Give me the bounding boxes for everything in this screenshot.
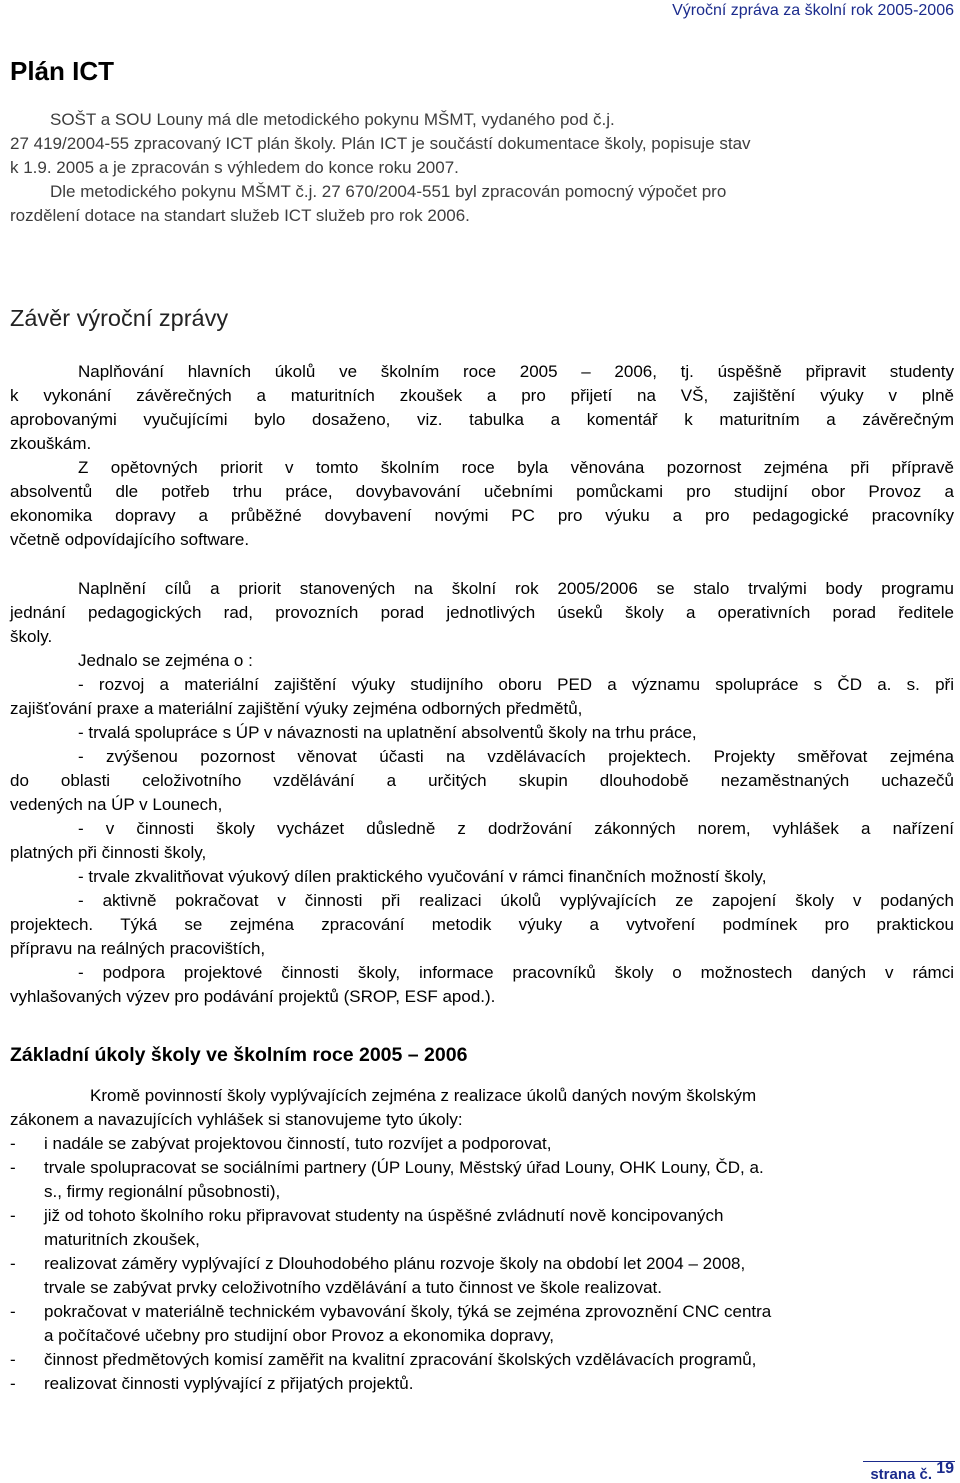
zaver-line: - trvale zkvalitňovat výukový dílen praktického vyučování v rámci finančních možností školy,: [78, 867, 767, 886]
task-item-continued: maturitních zkoušek,: [44, 1230, 200, 1249]
plan-ict-line: SOŠT a SOU Louny má dle metodického pokynu MŠMT, vydaného pod č.j.: [50, 110, 615, 129]
task-item: realizovat záměry vyplývající z Dlouhodobého plánu rozvoje školy na období let 2004 – 2008,: [44, 1254, 746, 1273]
zaver-line: absolventů dle potřeb trhu práce, dovybavování učebními pomůckami pro studijní obor Provoz a: [10, 482, 954, 501]
document-header: Výroční zpráva za školní rok 2005-2006: [672, 2, 954, 19]
bullet-dash: -: [10, 1374, 16, 1393]
zaver-line: - aktivně pokračovat v činnosti při realizaci úkolů vyplývajících ze zapojení školy v podaných: [78, 891, 954, 910]
zaver-line: zajišťování praxe a materiální zajištění výuky zejména odborných předmětů,: [10, 699, 583, 718]
zaver-line: - rozvoj a materiální zajištění výuky studijního oboru PED a významu spolupráce s ČD a. s. při: [78, 675, 954, 694]
zakladni-intro-line: Kromě povinností školy vyplývajících zejména z realizace úkolů daných novým školským: [90, 1086, 757, 1105]
zaver-line: včetně odpovídajícího software.: [10, 530, 250, 549]
zaver-line: školy.: [10, 627, 53, 646]
bullet-dash: -: [10, 1134, 16, 1153]
bullet-dash: -: [10, 1206, 16, 1225]
task-item-continued: a počítačové učebny pro studijní obor Provoz a ekonomika dopravy,: [44, 1326, 554, 1345]
zaver-line: Naplnění cílů a priorit stanovených na školní rok 2005/2006 se stalo trvalými body programu: [78, 579, 954, 598]
zaver-line: vedených na ÚP v Lounech,: [10, 795, 223, 814]
zaver-line: Jednalo se zejména o :: [78, 651, 253, 670]
zaver-line: do oblasti celoživotního vzdělávání a určitých skupin dlouhodobě nezaměstnaných uchazečů: [10, 771, 954, 790]
zaver-line: aprobovanými vyučujícími bylo dosaženo, viz. tabulka a komentář k maturitním a závěrečným: [10, 410, 954, 429]
section-title-zaver: Závěr výroční zprávy: [10, 305, 229, 331]
section-title-plan-ict: Plán ICT: [10, 56, 115, 86]
zaver-line: ekonomika dopravy a průběžné dovybavení novými PC pro výuku a pro pedagogické pracovníky: [10, 506, 954, 525]
zakladni-intro-line: zákonem a navazujících vyhlášek si stanovujeme tyto úkoly:: [10, 1110, 463, 1129]
zaver-line: - zvýšenou pozornost věnovat účasti na vzdělávacích projektech. Projekty směřovat zejména: [78, 747, 954, 766]
task-item-continued: trvale se zabývat prvky celoživotního vzdělávání a tuto činnost ve škole realizovat.: [44, 1278, 662, 1297]
task-item: trvale spolupracovat se sociálními partnery (ÚP Louny, Městský úřad Louny, OHK Louny, ČD, a.: [44, 1158, 764, 1177]
page-number: [870, 1460, 954, 1483]
zaver-line: projektech. Týká se zejména zpracování metodik výuky a vytvoření podmínek pro praktickou: [10, 915, 954, 934]
section-title-zakladni-ukoly: Základní úkoly školy ve školním roce 2005 – 2006: [10, 1044, 468, 1066]
zaver-line: Z opětovných priorit v tomto školním roce byla věnována pozornost zejména při přípravě: [78, 458, 954, 477]
plan-ict-line: Dle metodického pokynu MŠMT č.j. 27 670/2004-551 byl zpracován pomocný výpočet pro: [50, 182, 727, 201]
page-value: 19: [936, 1460, 954, 1477]
task-item: pokračovat v materiálně technickém vybavování školy, týká se zejména zprovoznění CNC centra: [44, 1302, 772, 1321]
plan-ict-line: k 1.9. 2005 a je zpracován s výhledem do konce roku 2007.: [10, 158, 459, 177]
zaver-line: platných při činnosti školy,: [10, 843, 207, 862]
zaver-line: k vykonání závěrečných a maturitních zkoušek a pro přijetí na VŠ, zajištění výuky v plně: [10, 386, 954, 405]
bullet-dash: -: [10, 1302, 16, 1321]
task-item-continued: s., firmy regionální působnosti),: [44, 1182, 281, 1201]
zaver-line: Naplňování hlavních úkolů ve školním roce 2005 – 2006, tj. úspěšně připravit studenty: [78, 362, 954, 381]
zaver-line: - podpora projektové činnosti školy, informace pracovníků školy o možnostech daných v rámci: [78, 963, 954, 982]
page-label: strana č.: [870, 1466, 933, 1483]
zaver-line: - trvalá spolupráce s ÚP v návaznosti na uplatnění absolventů školy na trhu práce,: [78, 723, 697, 742]
bullet-dash: -: [10, 1350, 16, 1369]
bullet-dash: -: [10, 1254, 16, 1273]
task-item: již od tohoto školního roku připravovat studenty na úspěšné zvládnutí nově koncipovaných: [44, 1206, 724, 1225]
zaver-line: zkouškám.: [10, 434, 92, 453]
bullet-dash: -: [10, 1158, 16, 1177]
plan-ict-line: rozdělení dotace na standart služeb ICT služeb pro rok 2006.: [10, 206, 470, 225]
zaver-line: vyhlašovaných výzev pro podávání projektů (SROP, ESF apod.).: [10, 987, 496, 1006]
plan-ict-line: 27 419/2004-55 zpracovaný ICT plán školy. Plán ICT je součástí dokumentace školy, popisuje stav: [10, 134, 751, 153]
zaver-line: jednání pedagogických rad, provozních porad jednotlivých úseků školy a operativních porad ředitele: [10, 603, 954, 622]
zaver-line: - v činnosti školy vycházet důsledně z dodržování zákonných norem, vyhlášek a nařízení: [78, 819, 954, 838]
task-item: i nadále se zabývat projektovou činností, tuto rozvíjet a podporovat,: [44, 1134, 552, 1153]
task-item: činnost předmětových komisí zaměřit na kvalitní zpracování školských vzdělávacích programů,: [44, 1350, 757, 1369]
zaver-line: přípravu na reálných pracovištích,: [10, 939, 266, 958]
task-item: realizovat činnosti vyplývající z přijatých projektů.: [44, 1374, 414, 1393]
